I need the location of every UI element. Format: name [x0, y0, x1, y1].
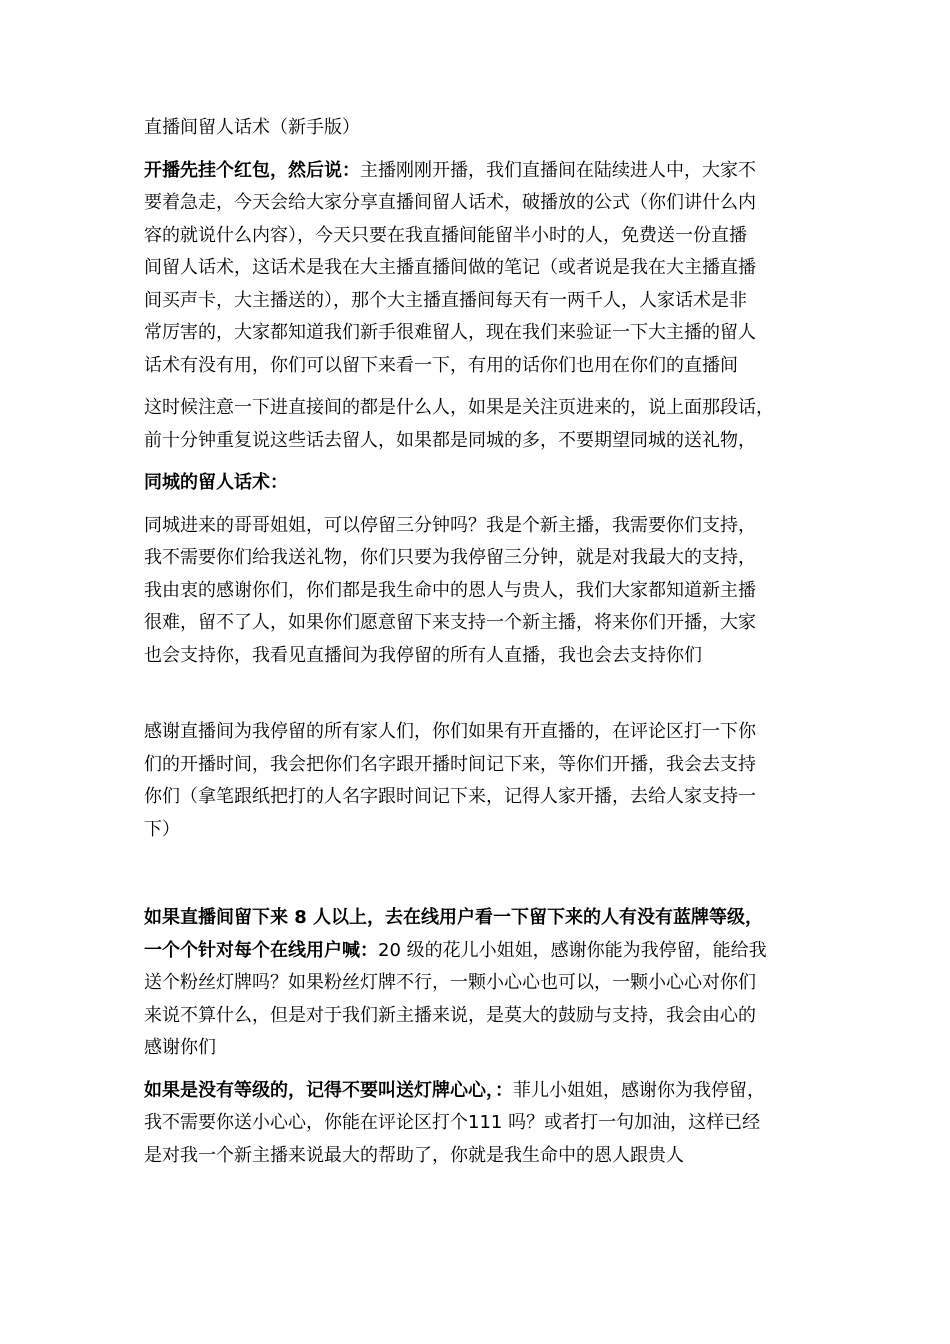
paragraph-opening	[144, 155, 826, 383]
eight-plus-lead-cont: 一个个针对每个在线用户喊：	[144, 939, 378, 961]
thanks-line: 你们（拿笔跟纸把打的人名字跟时间记下来，记得人家开播，去给人家支持一	[144, 786, 756, 807]
paragraph-thanks	[144, 716, 826, 846]
paragraph-note	[144, 392, 826, 457]
opening-line: 间买声卡，大主播送的），那个大主播直播间每天有一两千人，人家话术是非	[144, 289, 747, 311]
no-level-line: 是对我一个新主播来说最大的帮助了，你就是我生命中的恩人跟贵人	[144, 1144, 684, 1166]
opening-line: 话术有没有用，你们可以留下来看一下，有用的话你们也用在你们的直播间	[144, 354, 738, 376]
opening-line: 常厉害的，大家都知道我们新手很难留人，现在我们来验证一下大主播的留人	[144, 322, 756, 343]
paragraph-no-level	[144, 1075, 826, 1173]
paragraph-eight-plus	[144, 902, 826, 1065]
no-level-line: 我不需要你送小心心，你能在评论区打个111 吗？或者打一句加油，这样已经	[144, 1112, 761, 1133]
eight-plus-line: 感谢你们	[144, 1037, 216, 1058]
title-text: 直播间留人话术（新手版）	[144, 117, 360, 138]
eight-plus-line: 来说不算什么，但是对于我们新主播来说，是莫大的鼓励与支持，我会由心的	[144, 1004, 756, 1026]
note-line: 前十分钟重复说这些话去留人，如果都是同城的多，不要期望同城的送礼物，	[144, 429, 756, 451]
local-heading: 同城的留人话术：	[144, 472, 288, 493]
local-line: 我不需要你们给我送礼物，你们只要为我停留三分钟，就是对我最大的支持，	[144, 547, 756, 568]
eight-plus-lead: 如果直播间留下来 8 人以上，去在线用户看一下留下来的人有没有蓝牌等级，	[144, 907, 764, 928]
local-line: 很难，留不了人，如果你们愿意留下来支持一个新主播，将来你们开播，大家	[144, 612, 756, 633]
opening-line: 主播刚刚开播，我们直播间在陆续进人中，大家不	[360, 159, 756, 181]
no-level-lead: 如果是没有等级的，记得不要叫送灯牌心心，：	[144, 1079, 513, 1101]
section-heading-local	[144, 467, 826, 500]
thanks-line: 下）	[144, 818, 180, 840]
local-line: 同城进来的哥哥姐姐，可以停留三分钟吗？我是个新主播，我需要你们支持，	[144, 514, 756, 536]
eight-plus-line: 20 级的花儿小姐姐，感谢你能为我停留，能给我	[378, 939, 767, 961]
eight-plus-line: 送个粉丝灯牌吗？如果粉丝灯牌不行，一颗小心心也可以，一颗小心心对你们	[144, 972, 756, 993]
thanks-line: 们的开播时间，我会把你们名字跟开播时间记下来，等你们开播，我会去支持	[144, 753, 756, 775]
opening-line: 要着急走，今天会给大家分享直播间留人话术，破播放的公式（你们讲什么内	[144, 192, 756, 213]
opening-lead: 开播先挂个红包，然后说：	[144, 159, 360, 181]
document-title	[144, 112, 826, 145]
opening-line: 间留人话术，这话术是我在大主播直播间做的笔记（或者说是我在大主播直播	[144, 257, 756, 278]
note-line: 这时候注意一下进直接间的都是什么人，如果是关注页进来的，说上面那段话，	[144, 397, 774, 418]
no-level-line: 菲儿小姐姐，感谢你为我停留，	[513, 1079, 765, 1101]
paragraph-local-script	[144, 510, 826, 673]
document-page	[144, 112, 826, 1182]
local-line: 也会支持你，我看见直播间为我停留的所有人直播，我也会去支持你们	[144, 644, 702, 666]
thanks-line: 感谢直播间为我停留的所有家人们，你们如果有开直播的，在评论区打一下你	[144, 721, 756, 742]
opening-line: 容的就说什么内容），今天只要在我直播间能留半小时的人，免费送一份直播	[144, 224, 747, 246]
local-line: 我由衷的感谢你们，你们都是我生命中的恩人与贵人，我们大家都知道新主播	[144, 579, 756, 601]
